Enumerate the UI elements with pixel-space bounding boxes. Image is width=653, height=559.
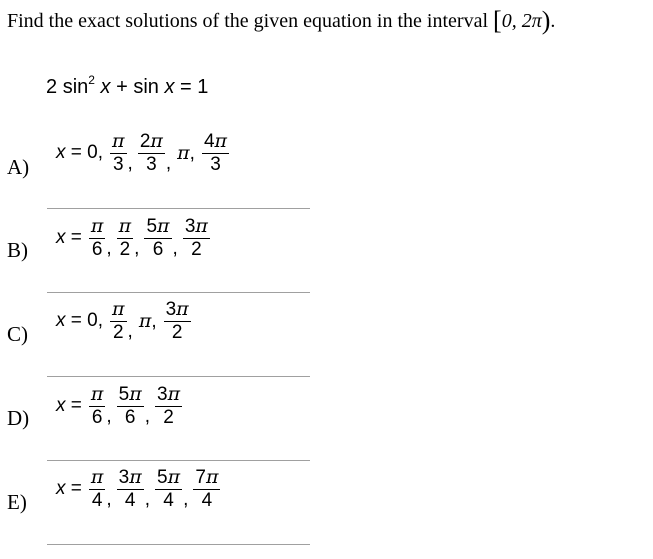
fraction-numerator: π [90, 466, 104, 488]
separator [47, 544, 310, 545]
fraction [202, 130, 229, 176]
comma: , [144, 489, 151, 510]
fraction-denominator: 3 [210, 154, 221, 175]
fraction-numerator: π [112, 130, 125, 152]
question-prompt: Find the exact solutions of the given equation in the interval [7, 10, 489, 32]
question-text: Find the exact solutions of the given equation in the interval [0, 2π). [7, 6, 556, 35]
expression-lhs: x = [56, 478, 82, 499]
fraction-numerator: 7π [195, 466, 219, 488]
choice-b-expression[interactable] [56, 215, 211, 261]
comma: , [127, 153, 133, 174]
comma: , [165, 153, 172, 174]
fraction-denominator: 2 [112, 322, 124, 343]
fraction-denominator: 6 [91, 239, 103, 260]
fraction-denominator: 3 [146, 154, 157, 175]
expression-lhs: x = 0, [56, 310, 104, 331]
fraction [155, 383, 182, 429]
expression-lhs: x = [56, 395, 82, 416]
choice-label-c[interactable]: C) [7, 322, 28, 346]
choice-c-expression[interactable] [56, 298, 192, 344]
fraction [117, 466, 144, 512]
comma: , [106, 238, 112, 259]
choice-label-e[interactable]: E) [7, 490, 27, 514]
fraction-numerator: 5π [118, 383, 142, 405]
expression-lhs: x = [56, 227, 82, 248]
fraction [193, 466, 220, 512]
fraction-numerator: 5π [146, 215, 170, 237]
fraction [110, 298, 127, 344]
equation: 2 $\sin^2 x + \sin x = 1$ [46, 73, 209, 98]
fraction [110, 130, 127, 176]
fraction [117, 383, 144, 429]
fraction-numerator: 4π [203, 130, 228, 152]
comma: , [183, 489, 189, 510]
fraction-denominator: 2 [119, 239, 131, 260]
fraction-numerator: π [90, 215, 104, 237]
separator [47, 292, 310, 293]
fraction-denominator: 6 [91, 407, 103, 428]
choice-label-b[interactable]: B) [7, 238, 28, 262]
fraction [89, 215, 106, 261]
choice-a-expression[interactable] [56, 130, 230, 176]
fraction-denominator: 2 [163, 407, 174, 428]
fraction-numerator: 3π [157, 383, 181, 405]
choice-label-a[interactable]: A) [7, 155, 30, 179]
choice-e-expression[interactable] [56, 466, 221, 512]
expression-middle: π, [177, 141, 195, 164]
fraction [89, 466, 106, 512]
fraction [144, 215, 171, 261]
comma: , [106, 406, 112, 427]
fraction-denominator: 6 [124, 407, 136, 428]
fraction-numerator: 3π [118, 466, 142, 488]
fraction-numerator: 2π [139, 130, 163, 152]
expression-middle: π, [138, 309, 157, 332]
fraction-numerator: π [118, 215, 132, 237]
fraction-denominator: 2 [191, 239, 202, 260]
choice-d-expression[interactable] [56, 383, 183, 429]
expression-lhs: x = 0, [56, 142, 104, 163]
comma: , [127, 321, 133, 342]
fraction-denominator: 3 [112, 154, 124, 175]
fraction-numerator: π [112, 298, 125, 320]
comma: , [172, 238, 178, 259]
fraction-denominator: 4 [91, 490, 103, 511]
fraction [183, 215, 210, 261]
fraction-numerator: π [90, 383, 104, 405]
fraction [117, 215, 134, 261]
fraction-denominator: 6 [152, 239, 164, 260]
separator [47, 460, 310, 461]
fraction [164, 298, 191, 344]
fraction [138, 130, 165, 176]
fraction-denominator: 4 [201, 490, 213, 511]
fraction [89, 383, 106, 429]
comma: , [144, 406, 151, 427]
separator [47, 208, 310, 209]
fraction-numerator: 5π [157, 466, 181, 488]
choice-label-d[interactable]: D) [7, 406, 30, 430]
fraction-denominator: 4 [163, 490, 174, 511]
comma: , [134, 238, 140, 259]
fraction-numerator: 3π [165, 298, 189, 320]
fraction-denominator: 2 [171, 322, 183, 343]
separator [47, 376, 310, 377]
fraction [155, 466, 182, 512]
comma: , [106, 489, 112, 510]
fraction-denominator: 4 [124, 490, 136, 511]
interval: [0, 2π) [493, 6, 551, 35]
fraction-numerator: 3π [184, 215, 208, 237]
